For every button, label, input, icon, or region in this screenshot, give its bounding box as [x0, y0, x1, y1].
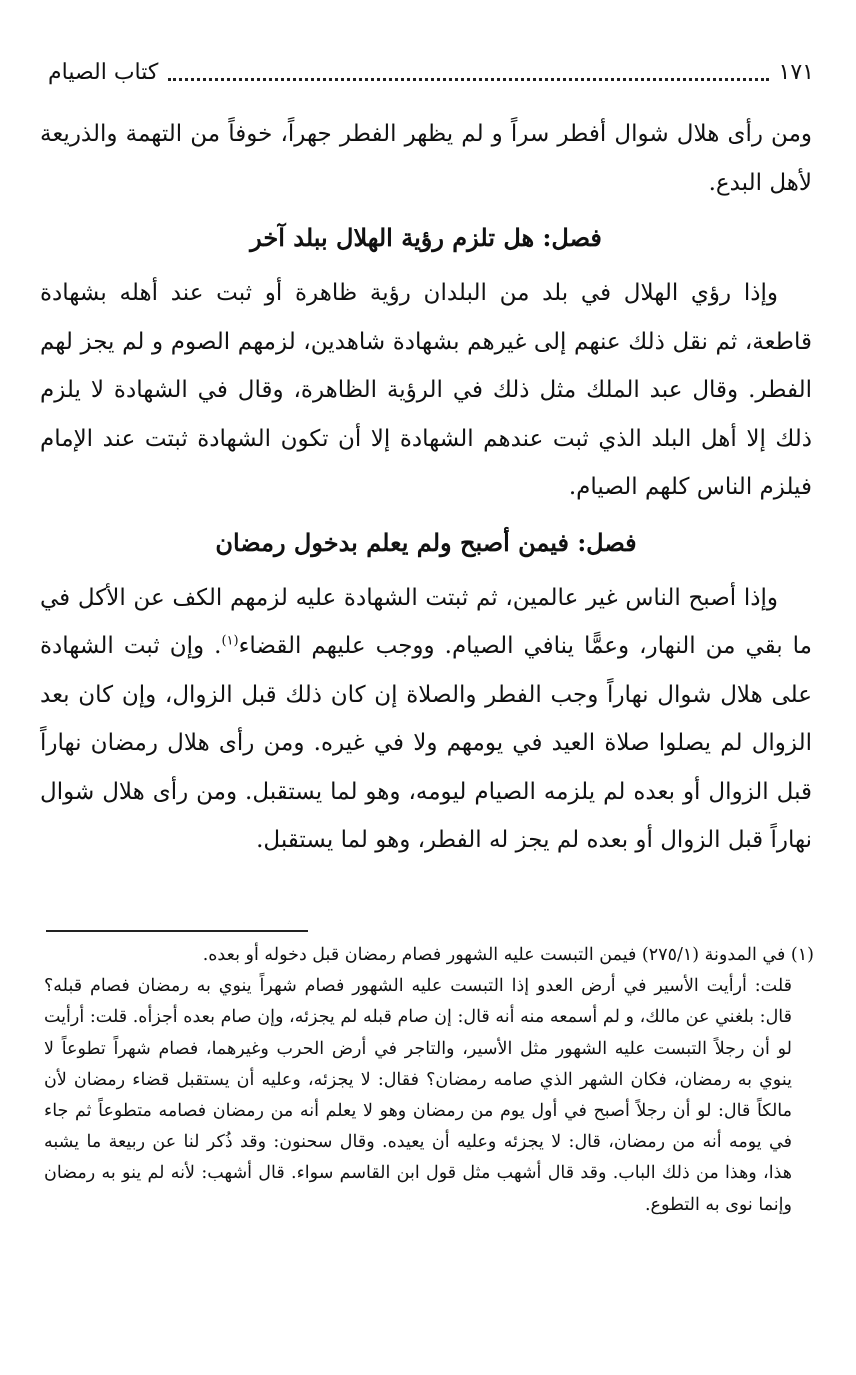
running-header	[48, 52, 814, 92]
footnotes	[44, 940, 814, 1221]
footnote-text: قلت: أرأيت الأسير في أرض العدو إذا التبست عليه الشهور فصام شهراً ينوي به رمضان فصام قبله؟ قال: بلغني عن مالك، و لم أسمعه منه أنه قال: إن صام قبله لم يجزئه، وإن صام بعده أجزأه. قلت: أرأيت لو أن رجلاً التبست عليه الشهور مثل الأسير، والتاجر في أرض الحرب وغيرهما، فصام شهراً تطوعاً لا ينوي به رمضان، فكان الشهر الذي صامه رمضان؟ فقال: لا يجزئه، وعليه أن يستقبل قضاء رمضان لأن مالكاً قال: لو أن رجلاً أصبح في أول يوم من رمضان وهو لا يعلم أنه من رمضان فصامه متطوعاً ثم جاء في يومه أنه من رمضان، قال: لا يجزئه وعليه أن يعيده. وقال سحنون: وقد ذُكر لنا عن ربيعة ما يشبه هذا، وهذا من ذلك الباب. وقد قال أشهب مثل قول ابن القاسم سواء. قال أشهب: لأنه لم ينو به رمضان وإنما نوى به التطوع.	[44, 976, 792, 1215]
footnote-line: (١) في المدونة (٢٧٥/١) فيمن التبست عليه الشهور فصام رمضان قبل دخوله أو بعده.	[202, 945, 814, 965]
paragraph: وإذا رؤي الهلال في بلد من البلدان رؤية ظاهرة أو ثبت عند أهله بشهادة قاطعة، ثم نقل ذلك عنهم إلى غيرهم بشهادة شاهدين، لزمهم الصوم و لم يجز لهم الفطر. وقال عبد الملك مثل ذلك في الرؤية الظاهرة، وقال في الشهادة لا يلزم ذلك إلا أهل البلد الذي ثبت عندهم الشهادة إلا أن تكون الشهادة ثبتت عند الإمام فيلزم الناس كلهم الصيام.	[40, 280, 812, 500]
paragraph-text: . وإن ثبت الشهادة على هلال شوال نهاراً وجب الفطر والصلاة إن كان ذلك قبل الزوال، وإن كان بعد الزوال لم يصلوا صلاة العيد في يومهم ولا في غيره. ومن رأى هلال رمضان نهاراً قبل الزوال أو بعده لم يلزمه الصيام ليومه، وهو لما يستقبل. ومن رأى هلال شوال نهاراً قبل الزوال أو بعده لم يجز له الفطر، وهو لما يستقبل.	[40, 633, 812, 853]
book-title: كتاب الصيام	[48, 59, 159, 85]
section-heading: فصل: هل تلزم رؤية الهلال ببلد آخر	[250, 223, 602, 252]
footnote-reference: (١)	[221, 633, 239, 649]
main-text	[40, 110, 812, 865]
paragraph-text: وإذا أصبح الناس غير عالمين، ثم ثبتت الشهادة عليه لزمهم الكف عن الأكل في ما بقي من النهار، وعمًّا ينافي الصيام. ووجب عليهم القضاء	[40, 584, 812, 659]
header-dot-leader	[168, 78, 768, 81]
section-heading: فصل: فيمن أصبح ولم يعلم بدخول رمضان	[215, 527, 637, 557]
footnote-separator	[46, 930, 308, 932]
paragraph	[40, 574, 812, 865]
page-number: ١٧١	[778, 59, 814, 85]
paragraph: ومن رأى هلال شوال أفطر سراً و لم يظهر الفطر جهراً، خوفاً من التهمة والذريعة لأهل البدع.	[40, 121, 812, 196]
